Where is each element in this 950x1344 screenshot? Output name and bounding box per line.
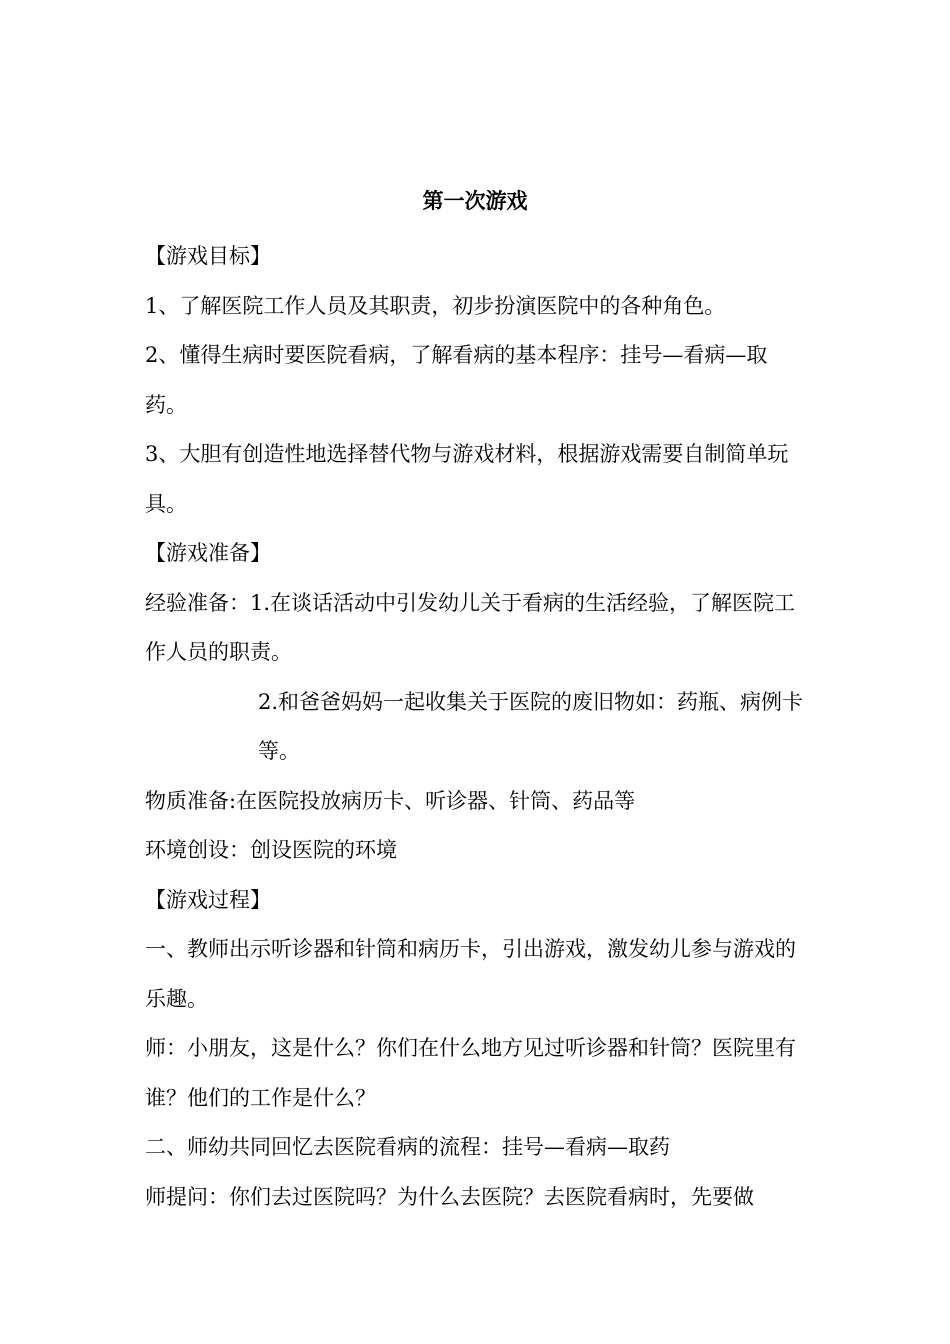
process-step-2: 二、师幼共同回忆去医院看病的流程：挂号—看病—取药 [145, 1135, 670, 1159]
experience-preparation-2: 2.和爸爸妈妈一起收集关于医院的废旧物如：药瓶、病例卡等。 [258, 689, 804, 763]
goal-item-1: 1、了解医院工作人员及其职责，初步扮演医院中的各种角色。 [145, 293, 726, 318]
section-heading-goals: 【游戏目标】 [145, 244, 271, 268]
environment-setup: 环境创设：创设医院的环境 [145, 838, 397, 862]
goal-item-2: 2、懂得生病时要医院看病，了解看病的基本程序：挂号—看病—取药。 [145, 343, 768, 417]
goal-item-3: 3、大胆有创造性地选择替代物与游戏材料，根据游戏需要自制简单玩具。 [145, 442, 789, 516]
document-title: 第一次游戏 [422, 188, 528, 213]
material-preparation: 物质准备:在医院投放病历卡、听诊器、针筒、药品等 [145, 788, 636, 813]
teacher-question-1: 师：小朋友，这是什么？你们在什么地方见过听诊器和针筒？医院里有谁？他们的工作是什么？ [145, 1036, 796, 1110]
section-heading-process: 【游戏过程】 [145, 887, 271, 912]
experience-preparation-1: 经验准备：1.在谈话活动中引发幼儿关于看病的生活经验，了解医院工作人员的职责。 [145, 590, 796, 664]
document-body [145, 232, 807, 1222]
process-step-1: 一、教师出示听诊器和针筒和病历卡，引出游戏，激发幼儿参与游戏的乐趣。 [145, 937, 796, 1011]
teacher-question-2: 师提问：你们去过医院吗？为什么去医院？去医院看病时，先要做 [145, 1184, 754, 1209]
section-heading-preparation: 【游戏准备】 [145, 541, 271, 565]
